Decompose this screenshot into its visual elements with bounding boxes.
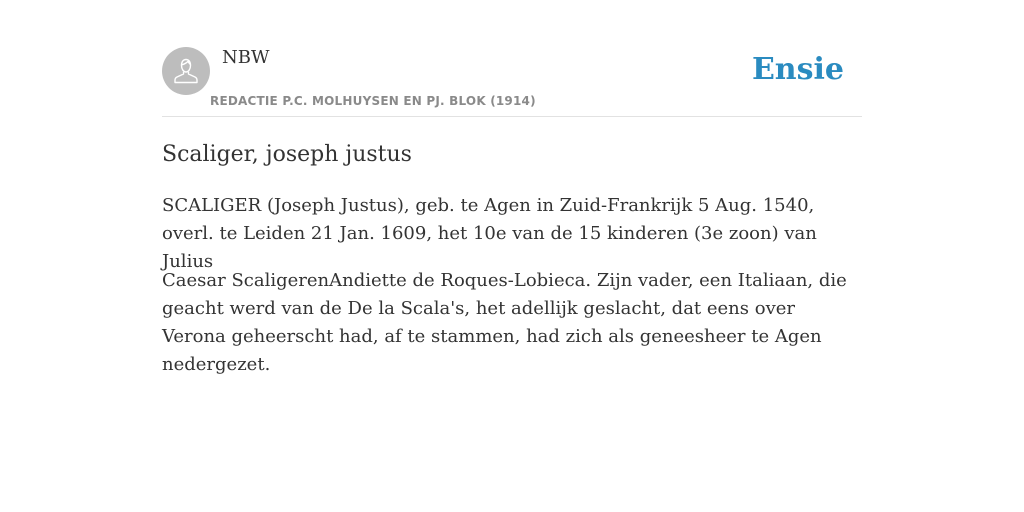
article-paragraph: SCALIGER (Joseph Justus), geb. te Agen in Zuid-Frankrijk 5 Aug. 1540, overl. te Leiden 21 Jan. 1609, het 10e van de 15 kinderen (3e zoon) van Julius [162, 195, 817, 272]
avatar[interactable] [162, 47, 210, 95]
article-paragraph: Caesar ScaligerenAndiette de Roques-Lobieca. Zijn vader, een Italiaan, die geacht werd van de De la Scala's, het adellijk geslacht, dat eens over Verona geheerscht had, af te stammen, had zich als geneesheer te Agen nedergezet. [162, 270, 847, 375]
article-title: Scaliger, joseph justus [162, 142, 412, 167]
source-editor: REDACTIE P.C. MOLHUYSEN EN PJ. BLOK (1914) [210, 94, 536, 108]
source-header [162, 0, 862, 117]
page-content [162, 0, 862, 375]
source-name[interactable]: NBW [222, 47, 270, 68]
brand-logo-link[interactable]: Ensie [751, 52, 844, 87]
user-icon [162, 47, 210, 95]
